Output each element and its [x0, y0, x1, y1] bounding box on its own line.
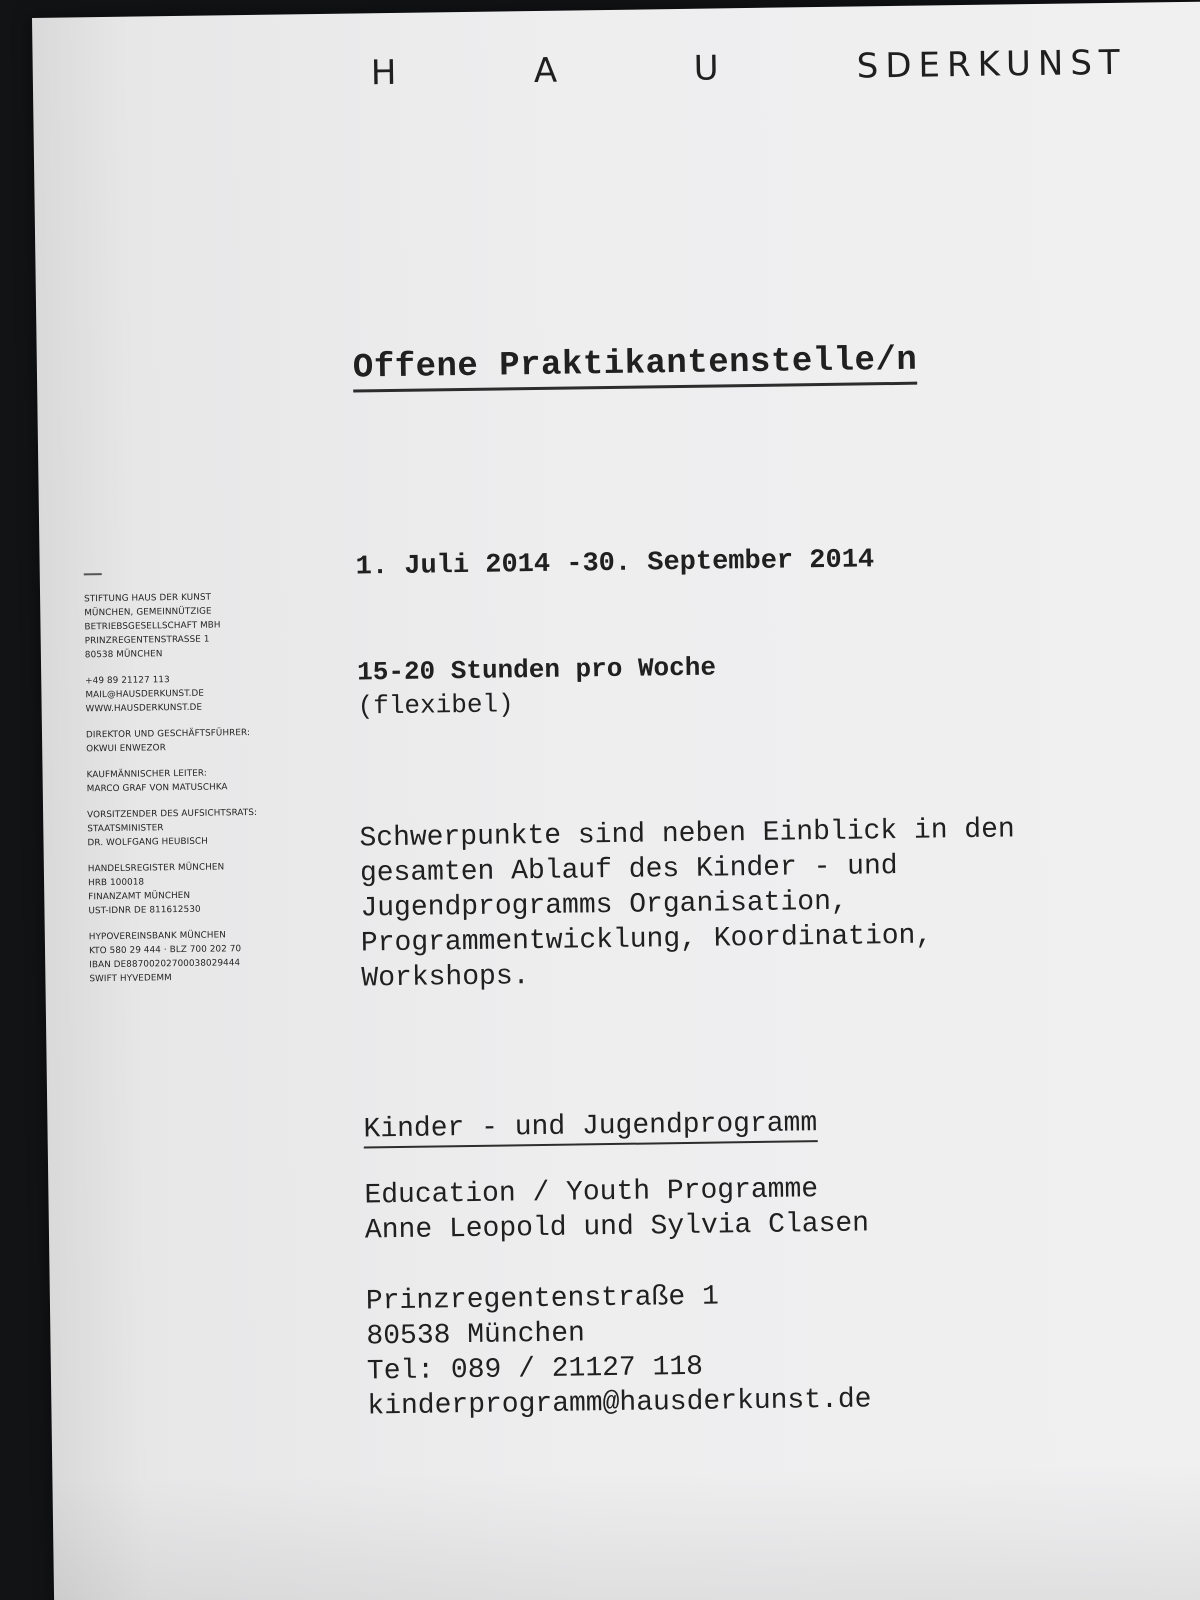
contact-names: Anne Leopold und Sylvia Clasen	[364, 1208, 870, 1247]
document-page	[32, 1, 1200, 1600]
program-name: Education / Youth Programme	[364, 1174, 819, 1212]
contact-block	[364, 1167, 1187, 1424]
logo-letter-h: H	[370, 52, 404, 94]
sidebar-block-registry	[88, 859, 339, 918]
sidebar-line: HYPOVEREINSBANK MÜNCHEN	[88, 930, 226, 943]
weekly-hours: 15-20 Stunden pro Woche	[356, 652, 717, 688]
sidebar-line: HANDELSREGISTER MÜNCHEN	[87, 862, 225, 875]
sidebar-line: MARCO GRAF VON MATUSCHKA	[86, 782, 228, 795]
logo-letter-a: A	[533, 50, 565, 91]
sidebar-line: DIREKTOR UND GESCHÄFTSFÜHRER:	[85, 728, 251, 741]
focus-line: Jugendprogramms Organisation,	[360, 886, 848, 925]
focus-line: gesamten Ablauf des Kinder - und	[359, 850, 898, 890]
department-heading: Kinder - und Jugendprogramm	[363, 1108, 817, 1148]
sidebar-line: UST-IDNR DE 811612530	[88, 904, 201, 917]
hours-note: (flexibel)	[357, 689, 514, 722]
street-address: Prinzregentenstraße 1	[365, 1281, 720, 1318]
sidebar-line: 80538 MÜNCHEN	[84, 649, 163, 661]
sidebar-block-address	[84, 589, 335, 662]
sidebar-line: STAATSMINISTER	[87, 823, 164, 835]
sidebar-block-contact	[85, 671, 336, 716]
sidebar-line: MÜNCHEN, GEMEINNÜTZIGE	[84, 606, 212, 619]
sidebar-line: STIFTUNG HAUS DER KUNST	[84, 592, 212, 605]
sidebar-email: MAIL@HAUSDERKUNST.DE	[85, 688, 205, 701]
sidebar-block-commercial	[86, 765, 336, 796]
sidebar-line: PRINZREGENTENSTRASSE 1	[84, 634, 210, 647]
sidebar-line: KAUFMÄNNISCHER LEITER:	[86, 768, 207, 781]
postal-city: 80538 München	[366, 1318, 586, 1353]
sidebar-line: KTO 580 29 444 · BLZ 700 202 70	[88, 944, 242, 957]
sidebar-line: IBAN DE88700202700038029444	[89, 958, 241, 971]
organization-sidebar	[84, 570, 340, 998]
sidebar-phone: +49 89 21127 113	[85, 675, 170, 687]
logo-wordmark-tail: SDERKUNST	[856, 42, 1127, 87]
sidebar-line: OKWUI ENWEZOR	[86, 743, 166, 755]
focus-line: Schwerpunkte sind neben Einblick in den	[359, 814, 1015, 855]
logo-letter-u: U	[693, 48, 726, 89]
sidebar-block-board	[87, 805, 338, 850]
page-shadow	[52, 1461, 1200, 1600]
sidebar-website: WWW.HAUSDERKUNST.DE	[85, 702, 203, 715]
main-content	[353, 338, 1188, 1424]
sidebar-rule	[84, 573, 102, 575]
sidebar-line: SWIFT HYVEDEMM	[89, 973, 172, 985]
sidebar-line: HRB 100018	[88, 877, 145, 889]
sidebar-block-bank	[89, 927, 340, 986]
sidebar-line: VORSITZENDER DES AUFSICHTSRATS:	[87, 807, 258, 821]
internship-dates: 1. Juli 2014 -30. September 2014	[355, 545, 875, 583]
sidebar-line: FINANZAMT MÜNCHEN	[88, 890, 191, 903]
haus-der-kunst-logo	[371, 41, 1200, 114]
sidebar-line: DR. WOLFGANG HEUBISCH	[87, 836, 209, 849]
sidebar-block-director	[86, 725, 336, 756]
email-address: kinderprogramm@hausderkunst.de	[367, 1384, 872, 1423]
sidebar-line: BETRIEBSGESELLSCHAFT MBH	[84, 620, 221, 633]
focus-description	[359, 811, 1121, 997]
focus-line: Programmentwicklung, Koordination,	[360, 920, 933, 960]
phone-number: Tel: 089 / 21127 118	[366, 1351, 704, 1388]
focus-line: Workshops.	[361, 961, 530, 995]
page-title: Offene Praktikantenstelle/n	[353, 342, 918, 393]
